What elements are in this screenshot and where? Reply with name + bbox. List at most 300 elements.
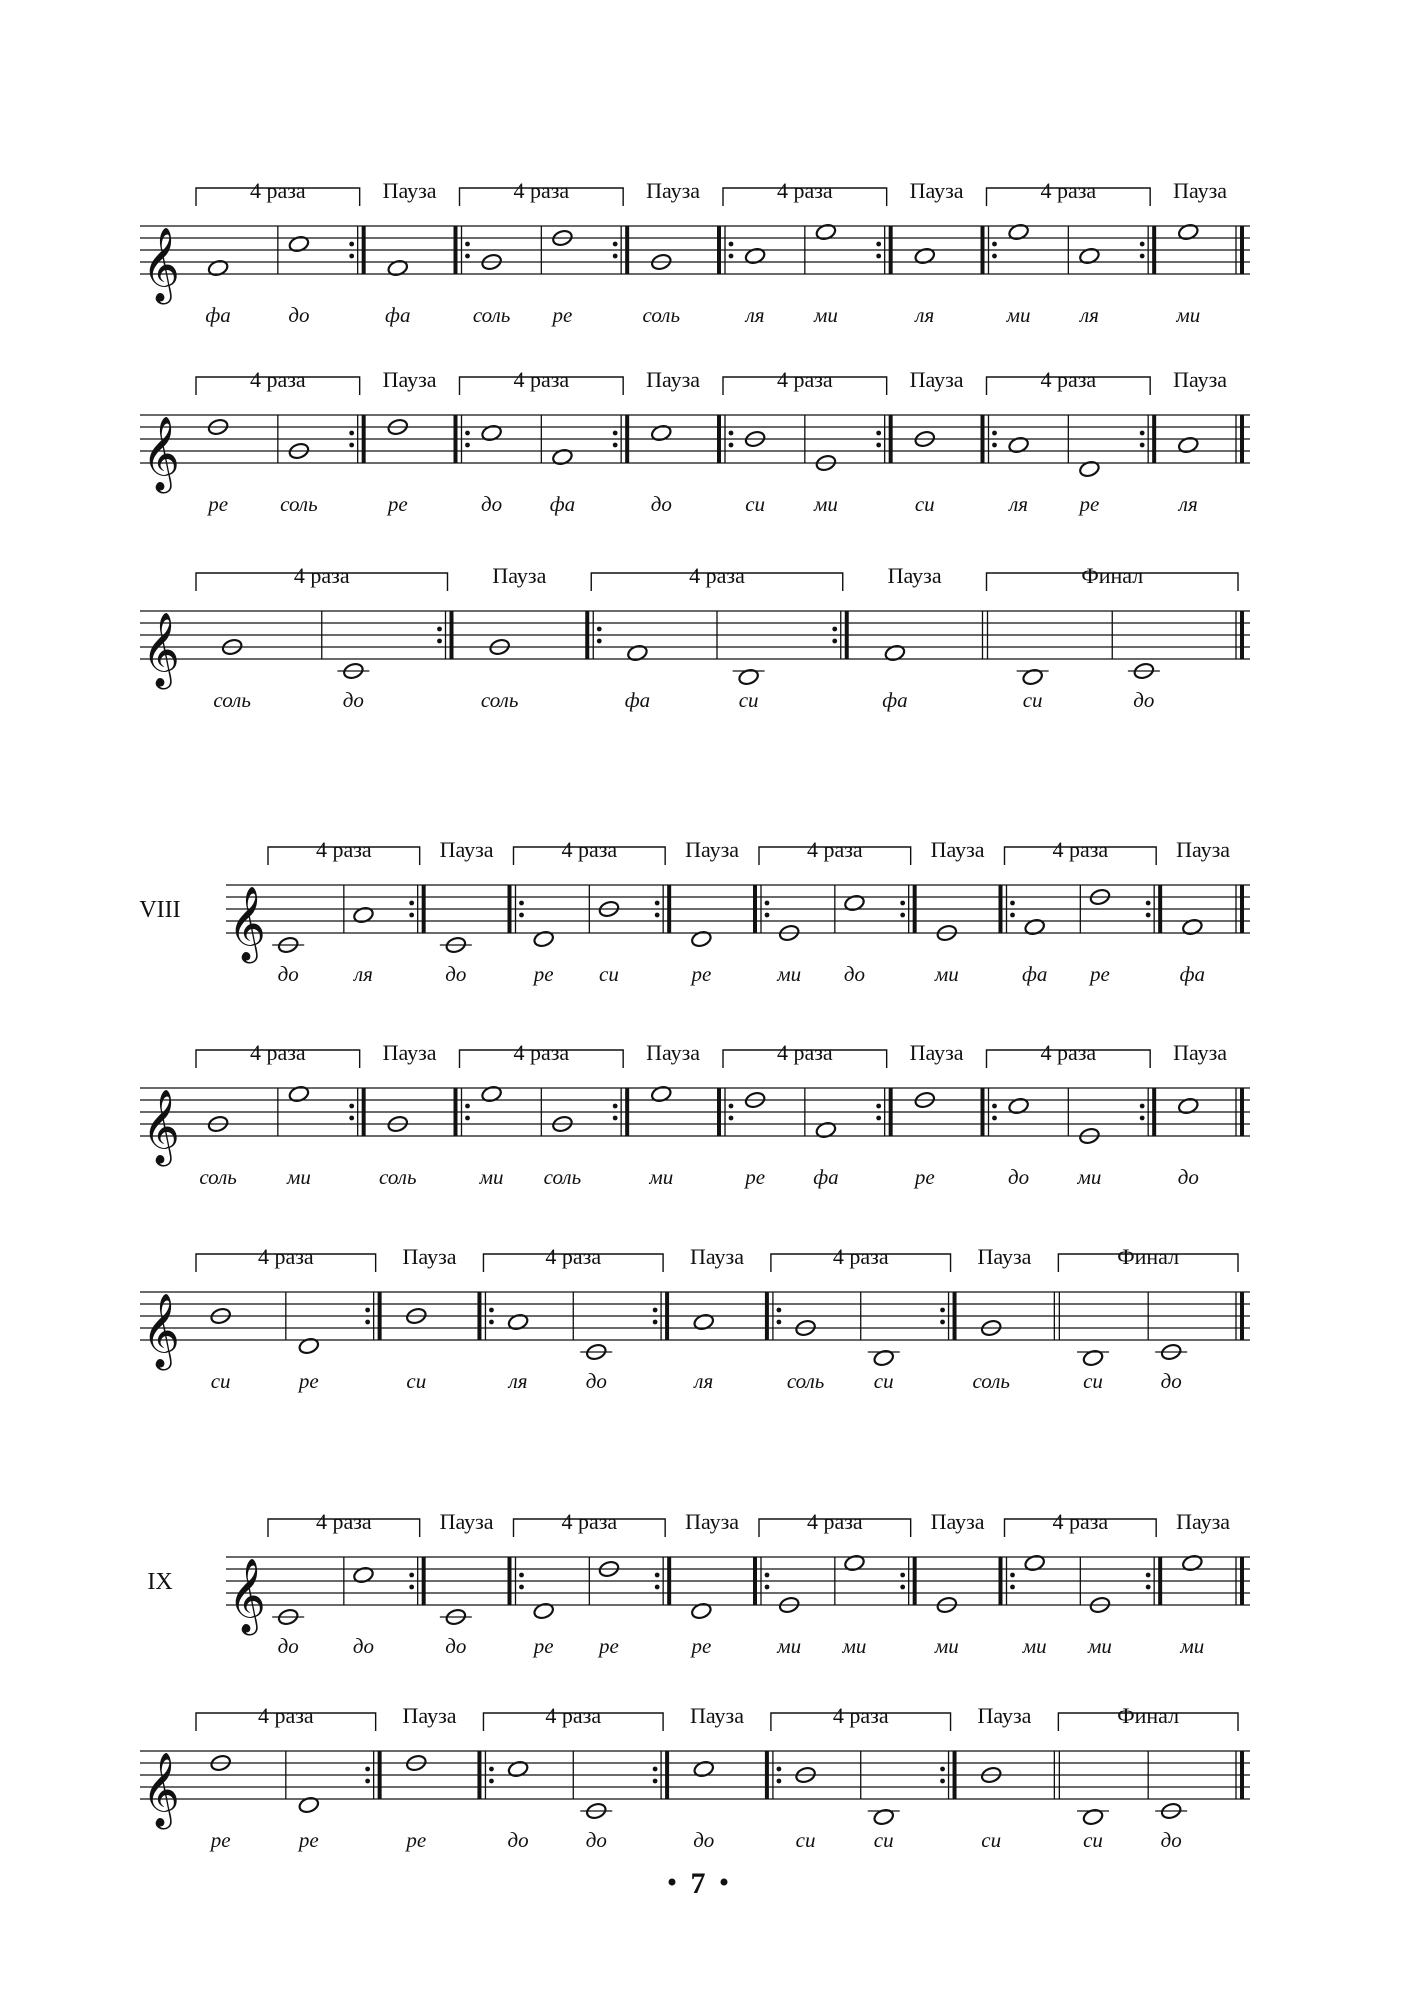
solfege-syllable: ре	[533, 962, 554, 986]
repeat-bar	[196, 1703, 380, 1852]
repeat-bar	[719, 178, 891, 327]
repeat-dot	[729, 443, 734, 448]
solfege-syllable: соль	[543, 1165, 582, 1189]
repeat-dot	[437, 627, 442, 632]
pause-label: Пауза	[382, 178, 437, 203]
solfege-syllable: си	[599, 962, 619, 986]
solfege-syllable: ми	[1088, 1634, 1112, 1658]
solfege-syllable: ре	[406, 1828, 427, 1852]
repeat-dot	[519, 901, 524, 906]
repeat-dot	[900, 901, 905, 906]
repeat-count-label: 4 раза	[545, 1703, 602, 1728]
solfege-syllable: си	[210, 1369, 231, 1393]
pause-bar	[882, 563, 942, 712]
repeat-bar	[196, 563, 452, 712]
pause-bar	[685, 837, 739, 986]
repeat-bar	[1001, 1509, 1161, 1658]
repeat-dot	[465, 1116, 470, 1121]
repeat-dot	[876, 254, 881, 259]
treble-clef-icon: 𝄞	[142, 1754, 180, 1825]
repeat-dot	[940, 1779, 945, 1784]
pause-label: Пауза	[1176, 837, 1231, 862]
staff-system	[140, 1244, 1250, 1393]
repeat-dot	[349, 254, 354, 259]
solfege-syllable: ля	[1178, 492, 1198, 516]
repeat-dot	[409, 913, 414, 918]
repeat-dot	[992, 431, 997, 436]
repeat-dot	[365, 1767, 370, 1772]
repeat-dot	[613, 254, 618, 259]
repeat-dot	[409, 901, 414, 906]
repeat-dot	[900, 913, 905, 918]
staff-system	[140, 1040, 1250, 1189]
staff-system	[140, 1703, 1250, 1852]
solfege-syllable: ми	[1006, 303, 1031, 327]
repeat-count-label: 4 раза	[545, 1244, 602, 1269]
repeat-dot	[1140, 242, 1145, 247]
repeat-dot	[655, 1573, 660, 1578]
solfege-syllable: ля	[1079, 303, 1099, 327]
solfege-syllable: ля	[745, 303, 765, 327]
final-bar	[983, 563, 1243, 712]
solfege-syllable: фа	[1021, 962, 1048, 986]
solfege-syllable: ре	[599, 1634, 619, 1658]
pause-label: Пауза	[977, 1703, 1032, 1728]
repeat-bar	[196, 367, 364, 516]
repeat-bar	[196, 178, 364, 327]
solfege-syllable: до	[1133, 688, 1155, 712]
repeat-dot	[653, 1320, 658, 1325]
solfege-syllable: до	[277, 1634, 299, 1658]
pause-label: Пауза	[382, 367, 437, 392]
solfege-syllable: соль	[213, 688, 251, 712]
treble-clef-icon: 𝄞	[228, 888, 266, 959]
solfege-syllable: си	[745, 492, 766, 516]
solfege-syllable: до	[445, 1634, 467, 1658]
repeat-count-label: 4 раза	[249, 178, 306, 203]
repeat-bar	[510, 837, 670, 986]
bullet-icon	[721, 1879, 728, 1886]
solfege-syllable: си	[406, 1369, 427, 1393]
repeat-dot	[613, 1116, 618, 1121]
solfege-syllable: ре	[210, 1828, 231, 1852]
solfege-syllable: ре	[1090, 962, 1110, 986]
repeat-dot	[765, 913, 770, 918]
repeat-dot	[613, 1104, 618, 1109]
solfege-syllable: до	[445, 962, 467, 986]
solfege-syllable: ми	[1077, 1165, 1102, 1189]
repeat-dot	[597, 627, 602, 632]
repeat-dot	[729, 254, 734, 259]
pause-bar	[403, 1244, 457, 1393]
repeat-bar	[983, 178, 1155, 327]
solfege-syllable: до	[693, 1828, 715, 1852]
repeat-count-label: 4 раза	[1040, 178, 1097, 203]
repeat-bar	[456, 178, 628, 327]
solfege-syllable: ля	[354, 962, 373, 986]
repeat-bar	[755, 1509, 915, 1658]
pause-bar	[977, 1703, 1031, 1852]
pause-bar	[931, 837, 985, 986]
pause-label: Пауза	[439, 1509, 494, 1534]
treble-clef-icon: 𝄞	[142, 229, 180, 300]
repeat-count-label: 4 раза	[257, 1703, 314, 1728]
staff-system	[147, 1509, 1250, 1658]
repeat-bar	[479, 1703, 667, 1852]
repeat-dot	[940, 1767, 945, 1772]
final-label: Финал	[1081, 563, 1144, 588]
repeat-count-label: 4 раза	[513, 178, 570, 203]
repeat-dot	[1146, 1573, 1151, 1578]
repeat-dot	[613, 431, 618, 436]
repeat-dot	[729, 431, 734, 436]
repeat-count-label: 4 раза	[776, 367, 833, 392]
pause-label: Пауза	[685, 837, 740, 862]
repeat-dot	[655, 913, 660, 918]
repeat-count-label: 4 раза	[513, 1040, 570, 1065]
repeat-dot	[1140, 1116, 1145, 1121]
exercise-number: VIII	[139, 897, 181, 923]
solfege-syllable: ля	[694, 1369, 714, 1393]
solfege-syllable: до	[650, 492, 672, 516]
repeat-count-label: 4 раза	[1052, 1509, 1109, 1534]
repeat-count-label: 4 раза	[315, 1509, 372, 1534]
page-number	[669, 1867, 728, 1900]
pause-bar	[685, 1509, 739, 1658]
repeat-count-label: 4 раза	[315, 837, 372, 862]
repeat-bar	[456, 367, 628, 516]
repeat-dot	[1140, 254, 1145, 259]
solfege-syllable: до	[277, 962, 299, 986]
repeat-dot	[765, 1585, 770, 1590]
pause-label: Пауза	[1173, 178, 1228, 203]
solfege-syllable: ми	[934, 1634, 959, 1658]
page-number-text: 7	[690, 1867, 706, 1900]
pause-bar	[643, 178, 701, 327]
repeat-dot	[1140, 431, 1145, 436]
solfege-syllable: ми	[813, 303, 838, 327]
repeat-dot	[940, 1320, 945, 1325]
solfege-syllable: ре	[745, 1165, 766, 1189]
repeat-dot	[655, 1585, 660, 1590]
repeat-count-label: 4 раза	[561, 1509, 618, 1534]
repeat-bar	[719, 367, 891, 516]
repeat-dot	[349, 1116, 354, 1121]
staff-system	[139, 837, 1250, 986]
solfege-syllable: фа	[882, 688, 908, 712]
repeat-bar	[767, 1703, 955, 1852]
solfege-syllable: ля	[915, 303, 935, 327]
solfege-syllable: до	[585, 1828, 607, 1852]
repeat-dot	[876, 1116, 881, 1121]
repeat-bar	[587, 563, 847, 712]
solfege-syllable: соль	[379, 1165, 417, 1189]
pause-bar	[646, 1040, 700, 1189]
solfege-syllable: ми	[1022, 1634, 1047, 1658]
solfege-syllable: си	[981, 1828, 1002, 1852]
repeat-dot	[876, 443, 881, 448]
pause-bar	[910, 367, 964, 516]
repeat-dot	[765, 901, 770, 906]
repeat-dot	[465, 443, 470, 448]
solfege-syllable: ре	[552, 303, 573, 327]
staff-system	[140, 178, 1250, 327]
solfege-syllable: до	[1177, 1165, 1199, 1189]
repeat-dot	[409, 1573, 414, 1578]
solfege-syllable: ми	[777, 1634, 802, 1658]
repeat-count-label: 4 раза	[293, 563, 350, 588]
repeat-dot	[437, 639, 442, 644]
repeat-dot	[489, 1320, 494, 1325]
solfege-syllable: фа	[1179, 962, 1206, 986]
exercise-number: IX	[147, 1569, 173, 1595]
pause-label: Пауза	[909, 367, 964, 392]
solfege-syllable: ми	[813, 492, 838, 516]
solfege-syllable: до	[1160, 1828, 1182, 1852]
repeat-dot	[365, 1320, 370, 1325]
repeat-dot	[349, 242, 354, 247]
pause-bar	[383, 178, 437, 327]
pause-label: Пауза	[1173, 367, 1228, 392]
pause-label: Пауза	[1173, 1040, 1228, 1065]
repeat-dot	[1140, 1104, 1145, 1109]
solfege-syllable: ре	[1079, 492, 1100, 516]
pause-label: Пауза	[646, 178, 701, 203]
repeat-dot	[597, 639, 602, 644]
solfege-syllable: си	[873, 1369, 894, 1393]
solfege-syllable: си	[914, 492, 935, 516]
repeat-bar	[268, 1509, 424, 1658]
pause-label: Пауза	[402, 1244, 457, 1269]
repeat-dot	[1010, 913, 1015, 918]
repeat-dot	[992, 1104, 997, 1109]
repeat-dot	[613, 443, 618, 448]
pause-bar	[481, 563, 547, 712]
repeat-bar	[456, 1040, 628, 1189]
repeat-bar	[983, 1040, 1155, 1189]
solfege-syllable: ре	[387, 492, 408, 516]
solfege-syllable: до	[1160, 1369, 1182, 1393]
repeat-dot	[900, 1573, 905, 1578]
repeat-count-label: 4 раза	[257, 1244, 314, 1269]
solfege-syllable: ля	[1009, 492, 1029, 516]
repeat-dot	[465, 431, 470, 436]
solfege-syllable: ми	[777, 962, 802, 986]
repeat-bar	[196, 1244, 380, 1393]
treble-clef-icon: 𝄞	[142, 614, 180, 685]
repeat-count-label: 4 раза	[1040, 367, 1097, 392]
repeat-count-label: 4 раза	[1052, 837, 1109, 862]
pause-label: Пауза	[930, 837, 985, 862]
repeat-count-label: 4 раза	[806, 1509, 863, 1534]
solfege-syllable: соль	[480, 688, 519, 712]
repeat-count-label: 4 раза	[832, 1244, 889, 1269]
repeat-dot	[1010, 1573, 1015, 1578]
repeat-count-label: 4 раза	[561, 837, 618, 862]
repeat-count-label: 4 раза	[249, 367, 306, 392]
solfege-syllable: ре	[208, 492, 229, 516]
repeat-dot	[832, 627, 837, 632]
pause-bar	[440, 1509, 494, 1658]
repeat-dot	[832, 639, 837, 644]
solfege-syllable: ми	[479, 1165, 504, 1189]
repeat-dot	[465, 254, 470, 259]
repeat-dot	[519, 913, 524, 918]
repeat-dot	[655, 901, 660, 906]
repeat-bar	[983, 367, 1155, 516]
repeat-bar	[719, 1040, 891, 1189]
solfege-syllable: соль	[280, 492, 318, 516]
final-label: Финал	[1117, 1244, 1180, 1269]
repeat-dot	[465, 242, 470, 247]
repeat-dot	[653, 1779, 658, 1784]
solfege-syllable: соль	[199, 1165, 237, 1189]
repeat-dot	[489, 1308, 494, 1313]
solfege-syllable: до	[507, 1828, 529, 1852]
repeat-bar	[1001, 837, 1161, 986]
solfege-syllable: ми	[286, 1165, 311, 1189]
solfege-syllable: си	[795, 1828, 816, 1852]
repeat-dot	[940, 1308, 945, 1313]
repeat-dot	[489, 1767, 494, 1772]
solfege-syllable: ре	[298, 1828, 319, 1852]
solfege-syllable: фа	[549, 492, 576, 516]
solfege-syllable: ми	[1180, 1634, 1205, 1658]
repeat-dot	[765, 1573, 770, 1578]
final-bar	[1054, 1244, 1242, 1393]
pause-bar	[910, 178, 964, 327]
solfege-syllable: соль	[642, 303, 681, 327]
solfege-syllable: си	[738, 688, 759, 712]
repeat-dot	[992, 254, 997, 259]
solfege-syllable: до	[843, 962, 866, 986]
final-bar	[1054, 1703, 1242, 1852]
pause-bar	[1173, 1040, 1242, 1189]
pause-label: Пауза	[909, 178, 964, 203]
solfege-syllable: фа	[624, 688, 651, 712]
final-label: Финал	[1117, 1703, 1180, 1728]
solfege-syllable: ми	[842, 1634, 867, 1658]
pause-bar	[910, 1040, 964, 1189]
repeat-dot	[777, 1320, 782, 1325]
repeat-dot	[349, 443, 354, 448]
repeat-dot	[653, 1767, 658, 1772]
pause-label: Пауза	[690, 1703, 744, 1728]
treble-clef-icon: 𝄞	[228, 1560, 266, 1631]
repeat-count-label: 4 раза	[1040, 1040, 1097, 1065]
solfege-syllable: си	[1083, 1828, 1103, 1852]
pause-bar	[1173, 178, 1242, 327]
repeat-count-label: 4 раза	[689, 563, 745, 588]
repeat-dot	[519, 1573, 524, 1578]
solfege-syllable: до	[342, 688, 364, 712]
staff-system	[140, 563, 1250, 712]
solfege-syllable: соль	[972, 1369, 1010, 1393]
repeat-dot	[876, 242, 881, 247]
repeat-dot	[613, 242, 618, 247]
solfege-syllable: ля	[508, 1369, 528, 1393]
repeat-count-label: 4 раза	[249, 1040, 306, 1065]
bullet-icon	[669, 1879, 676, 1886]
solfege-syllable: си	[873, 1828, 894, 1852]
pause-label: Пауза	[977, 1244, 1032, 1269]
treble-clef-icon: 𝄞	[142, 1091, 180, 1162]
solfege-syllable: фа	[205, 303, 231, 327]
pause-bar	[440, 837, 494, 986]
repeat-dot	[876, 1104, 881, 1109]
repeat-dot	[1146, 901, 1151, 906]
pause-bar	[1176, 1509, 1242, 1658]
repeat-dot	[489, 1779, 494, 1784]
repeat-bar	[510, 1509, 670, 1658]
repeat-bar	[755, 837, 915, 986]
repeat-dot	[1140, 443, 1145, 448]
pause-label: Пауза	[439, 837, 494, 862]
repeat-count-label: 4 раза	[832, 1703, 889, 1728]
repeat-dot	[777, 1767, 782, 1772]
repeat-dot	[729, 242, 734, 247]
pause-bar	[972, 1244, 1031, 1393]
repeat-dot	[349, 431, 354, 436]
repeat-bar	[479, 1244, 667, 1393]
repeat-count-label: 4 раза	[806, 837, 863, 862]
repeat-count-label: 4 раза	[776, 178, 833, 203]
pause-bar	[646, 367, 700, 516]
repeat-dot	[992, 1116, 997, 1121]
solfege-syllable: фа	[813, 1165, 839, 1189]
solfege-syllable: ми	[934, 962, 959, 986]
pause-label: Пауза	[690, 1244, 744, 1269]
pause-label: Пауза	[492, 563, 547, 588]
staff-system	[140, 367, 1250, 516]
repeat-bar	[767, 1244, 955, 1393]
solfege-syllable: ми	[1176, 303, 1201, 327]
repeat-dot	[519, 1585, 524, 1590]
repeat-dot	[992, 443, 997, 448]
solfege-syllable: соль	[786, 1369, 825, 1393]
repeat-dot	[876, 431, 881, 436]
pause-bar	[690, 1703, 744, 1852]
solfege-syllable: ре	[914, 1165, 935, 1189]
repeat-dot	[1146, 913, 1151, 918]
solfege-syllable: ре	[691, 962, 712, 986]
solfege-syllable: соль	[472, 303, 511, 327]
pause-label: Пауза	[909, 1040, 964, 1065]
pause-bar	[1176, 837, 1242, 986]
repeat-dot	[992, 242, 997, 247]
repeat-dot	[777, 1308, 782, 1313]
repeat-dot	[1146, 1585, 1151, 1590]
pause-label: Пауза	[930, 1509, 985, 1534]
repeat-dot	[653, 1308, 658, 1313]
pause-bar	[403, 1703, 457, 1852]
repeat-dot	[1010, 901, 1015, 906]
repeat-count-label: 4 раза	[776, 1040, 833, 1065]
pause-label: Пауза	[646, 367, 701, 392]
pause-label: Пауза	[402, 1703, 457, 1728]
repeat-dot	[365, 1779, 370, 1784]
repeat-count-label: 4 раза	[513, 367, 570, 392]
solfege-syllable: ре	[533, 1634, 554, 1658]
solfege-syllable: до	[352, 1634, 375, 1658]
solfege-syllable: ми	[649, 1165, 674, 1189]
pause-label: Пауза	[685, 1509, 740, 1534]
repeat-bar	[196, 1040, 364, 1189]
solfege-syllable: фа	[385, 303, 411, 327]
repeat-dot	[777, 1779, 782, 1784]
solfege-syllable: ре	[691, 1634, 712, 1658]
pause-bar	[931, 1509, 985, 1658]
